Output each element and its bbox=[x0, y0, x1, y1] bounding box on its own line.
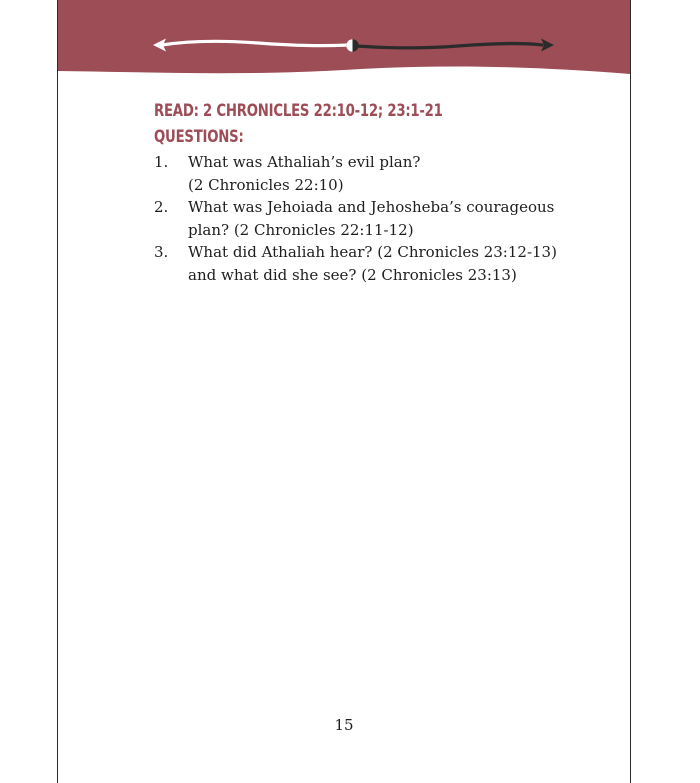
question-number: 1. bbox=[154, 153, 169, 171]
question-number: 2. bbox=[154, 198, 169, 216]
question-line: and what did she see? (2 Chronicles 23:13) bbox=[188, 265, 517, 284]
question-line: What was Jehoiada and Jehosheba’s courageous bbox=[188, 198, 555, 216]
question-text bbox=[188, 241, 594, 286]
question-line: What did Athaliah hear? (2 Chronicles 23:12-13) bbox=[188, 243, 557, 261]
page-number: 15 bbox=[334, 716, 354, 734]
header-banner bbox=[58, 0, 630, 80]
banner-shape bbox=[58, 0, 630, 74]
question-item bbox=[154, 241, 594, 286]
questions-heading: QUESTIONS: bbox=[154, 127, 244, 147]
reading-headings bbox=[154, 98, 574, 150]
book-page bbox=[57, 0, 631, 783]
question-line: (2 Chronicles 22:10) bbox=[188, 175, 344, 194]
question-list bbox=[154, 151, 594, 286]
question-text bbox=[188, 151, 594, 196]
question-item bbox=[154, 151, 594, 196]
read-heading: READ: 2 CHRONICLES 22:10-12; 23:1-21 bbox=[154, 101, 443, 121]
question-item bbox=[154, 196, 594, 241]
question-line: What was Athaliah’s evil plan? bbox=[188, 153, 421, 171]
question-text bbox=[188, 196, 594, 241]
question-line: plan? (2 Chronicles 22:11-12) bbox=[188, 220, 414, 239]
question-number: 3. bbox=[154, 243, 169, 261]
